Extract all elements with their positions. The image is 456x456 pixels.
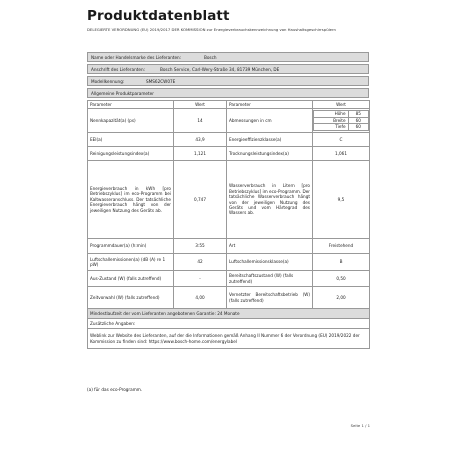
luftschallklasse-value: B [313, 254, 370, 271]
page-title: Produktdatenblatt [87, 8, 230, 24]
garantie-text: Mindestlaufzeit der vom Lieferanten angebotenen Garantie: 24 Monate [88, 309, 370, 319]
breite-value: 60 [348, 117, 368, 124]
vernetzt-value: 2,00 [313, 287, 370, 309]
luftschall-label: Luftschallemissionen(a) (dB (A) re 1 pW) [88, 254, 174, 271]
supplier-address-label: Anschrift des Lieferanten: [91, 67, 146, 72]
wasser-value: 9,5 [313, 161, 370, 239]
supplier-name-label: Name oder Handelsmarke des Lieferanten: [91, 55, 182, 60]
supplier-name-row [87, 52, 369, 62]
dauer-label: Programmdauer(a) (h:min) [88, 239, 174, 254]
bereit-label: Bereitschaftszustand (W) (falls zutreffend) [227, 271, 313, 287]
eei-value: 43,9 [174, 133, 227, 147]
effizienzklasse-label: Energieeffizienzklasse(a) [227, 133, 313, 147]
hoehe-label: Höhe [314, 111, 349, 118]
aus-value: - [174, 271, 227, 287]
trocknung-label: Trocknungsleistungsindex(a) [227, 147, 313, 161]
energie-value: 0,747 [174, 161, 227, 239]
zusatz-heading-row [88, 319, 370, 329]
weblink-row [88, 329, 370, 349]
table-header-row [88, 101, 370, 109]
garantie-row [88, 309, 370, 319]
model-label: Modellkennung: [91, 79, 125, 84]
supplier-address-value: Bosch Service, Carl-Wery-Straße 34, 81739 München, DE [160, 67, 280, 72]
luftschallklasse-label: Luftschallemissionsklasse(a) [227, 254, 313, 271]
effizienzklasse-value: C [313, 133, 370, 147]
supplier-address-row [87, 64, 369, 74]
general-heading: Allgemeine Produktparameter [91, 91, 154, 96]
col-header-param: Parameter [88, 101, 174, 109]
table-row [88, 287, 370, 309]
table-row [88, 161, 370, 239]
dimensions-cell [313, 109, 370, 133]
supplier-name-value: Bosch [204, 55, 217, 60]
aus-label: Aus-Zustand (W) (falls zutreffend) [88, 271, 174, 287]
hoehe-value: 85 [348, 111, 368, 118]
table-row [88, 109, 370, 133]
art-value: Freistehend [313, 239, 370, 254]
col-header-value-2: Wert [313, 101, 370, 109]
general-heading-row [87, 88, 369, 98]
art-label: Art [227, 239, 313, 254]
footnote: (a) für das eco-Programm. [87, 387, 143, 392]
col-header-value: Wert [174, 101, 227, 109]
regulation-subtitle: DELEGIERTE VERORDNUNG (EU) 2019/2017 DER KOMMISSION zur Energieverbrauchskennzeichnung von Haushaltsgeschirrspülern [87, 27, 336, 32]
dauer-value: 3:55 [174, 239, 227, 254]
eei-label: EEI(a) [88, 133, 174, 147]
tiefe-label: Tiefe [314, 124, 349, 131]
table-row [88, 254, 370, 271]
parameter-table [87, 100, 370, 349]
table-row [88, 239, 370, 254]
energie-label: Energieverbrauch in kWh [pro Betriebszyklus] im eco-Programm bei Kaltwasseranschluss. Der tatsächliche Energieverbrauch hängt von der jeweiligen Nutzung des Geräts ab. [88, 161, 174, 239]
abmessung-label: Abmessungen in cm [227, 109, 313, 133]
luftschall-value: 42 [174, 254, 227, 271]
table-row [88, 147, 370, 161]
dimensions-table [313, 110, 369, 131]
reinigung-value: 1,121 [174, 147, 227, 161]
breite-label: Breite [314, 117, 349, 124]
tiefe-value: 60 [348, 124, 368, 131]
model-row [87, 76, 369, 86]
page-number: Seite 1 / 1 [350, 423, 370, 428]
bereit-value: 0,50 [313, 271, 370, 287]
zusatz-heading: Zusätzliche Angaben: [88, 319, 370, 329]
model-value: SMS62CW07E [146, 79, 176, 84]
reinigung-label: Reinigungsleistungsindex(a) [88, 147, 174, 161]
table-row [88, 271, 370, 287]
trocknung-value: 1,061 [313, 147, 370, 161]
wasser-label: Wasserverbrauch in Litern [pro Betriebszyklus] im eco-Programm. Der tatsächliche Wasserverbrauch hängt von der jeweiligen Nutzung des Geräts und vom Härtegrad des Wassers ab. [227, 161, 313, 239]
col-header-param-2: Parameter [227, 101, 313, 109]
weblink-text: Weblink zur Website des Lieferanten, auf der die Informationen gemäß Anhang II Nummer 6 der Verordnung (EU) 2019/2022 der Kommission zu finden sind: https://www.bosch-home.com/energylabel [88, 329, 370, 349]
vernetzt-label: Vernetzter Bereitschaftsbetrieb (W) (falls zutreffend) [227, 287, 313, 309]
nennkapazitaet-value: 14 [174, 109, 227, 133]
table-row [88, 133, 370, 147]
zeitvorwahl-value: 4,00 [174, 287, 227, 309]
nennkapazitaet-label: Nennkapazität(a) (ps) [88, 109, 174, 133]
zeitvorwahl-label: Zeitvorwahl (W) (falls zutreffend) [88, 287, 174, 309]
